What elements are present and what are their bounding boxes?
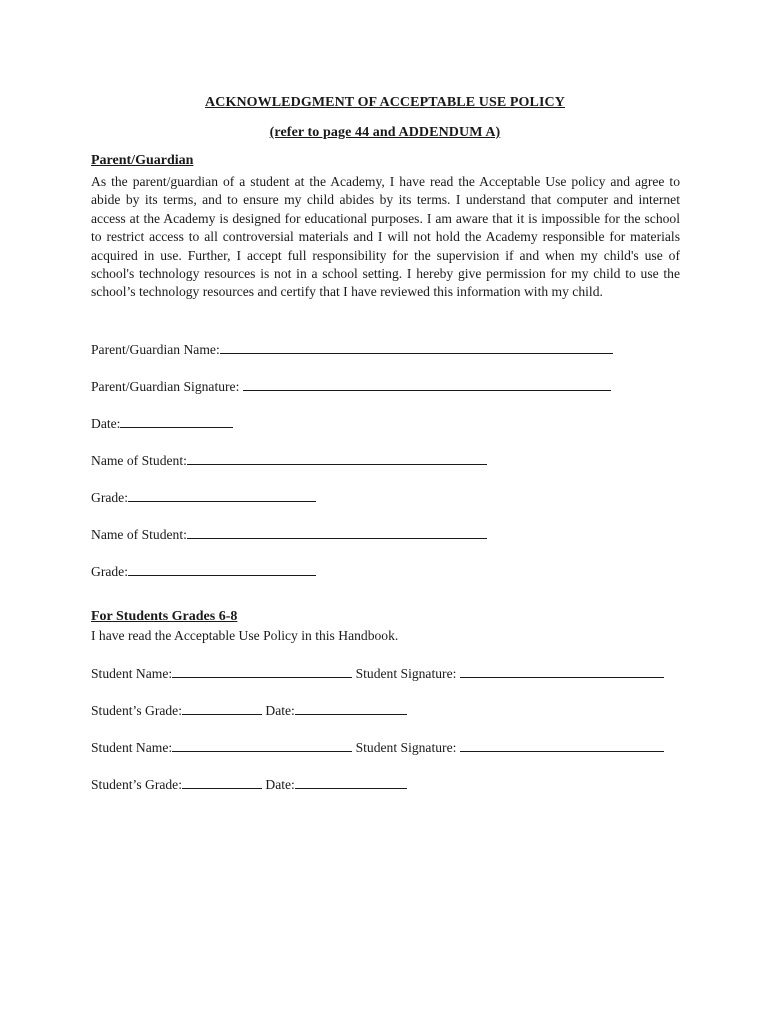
student-signature-field[interactable] xyxy=(460,738,664,752)
grade-row-2 xyxy=(91,562,316,580)
student-name-field-1[interactable] xyxy=(187,451,487,465)
grade-row-1 xyxy=(91,488,316,506)
parent-name-field[interactable] xyxy=(220,340,613,354)
student-name-field[interactable] xyxy=(172,738,352,752)
student-name-label-2: Name of Student: xyxy=(91,527,187,542)
student-section-heading: For Students Grades 6-8 xyxy=(91,609,238,624)
parent-name-label: Parent/Guardian Name: xyxy=(91,342,220,357)
student-statement: I have read the Acceptable Use Policy in this Handbook. xyxy=(91,628,399,643)
student-signature-field[interactable] xyxy=(460,664,664,678)
parent-signature-row xyxy=(91,377,611,395)
student-name-label: Student Name: xyxy=(91,740,173,755)
student-date-label: Date: xyxy=(262,703,295,718)
document-title: ACKNOWLEDGMENT OF ACCEPTABLE USE POLICY xyxy=(205,95,565,110)
parent-date-row xyxy=(91,414,233,432)
student-date-label: Date: xyxy=(262,777,295,792)
student-signature-row-1 xyxy=(91,664,664,682)
student-grade-date-row-2 xyxy=(91,775,407,793)
parent-agreement-paragraph: As the parent/guardian of a student at the Academy, I have read the Acceptable Use policy and agree to abide by its terms, and to ensure my child abides by its terms. I understand that computer and internet access at the Academy is designed for educational purposes. I am aware that it is impossible for the school to restrict access to all controversial materials and I will not hold the Academy responsible for materials acquired in use. Further, I accept full responsibility for the supervision if and when my child's use of school's technology resources is not in a school setting. I hereby give permission for my child to use the school’s technology resources and certify that I have reviewed this information with my child. xyxy=(91,174,680,300)
document-subtitle: (refer to page 44 and ADDENDUM A) xyxy=(269,125,501,140)
parent-name-row xyxy=(91,340,613,358)
student-signature-label: Student Signature: xyxy=(352,740,460,755)
parent-section-heading: Parent/Guardian xyxy=(91,153,194,168)
student-grade-field[interactable] xyxy=(182,701,262,715)
student-name-field[interactable] xyxy=(172,664,352,678)
student-date-field[interactable] xyxy=(295,701,407,715)
student-name-field-2[interactable] xyxy=(187,525,487,539)
parent-date-label: Date: xyxy=(91,416,121,431)
grade-label-1: Grade: xyxy=(91,490,128,505)
grade-field-2[interactable] xyxy=(128,562,316,576)
student-grade-label: Student’s Grade: xyxy=(91,703,182,718)
student-grade-field[interactable] xyxy=(182,775,262,789)
parent-date-field[interactable] xyxy=(120,414,233,428)
parent-signature-field[interactable] xyxy=(243,377,611,391)
student-name-label: Student Name: xyxy=(91,666,173,681)
student-grade-date-row-1 xyxy=(91,701,407,719)
student-signature-label: Student Signature: xyxy=(352,666,460,681)
grade-field-1[interactable] xyxy=(128,488,316,502)
parent-signature-label: Parent/Guardian Signature: xyxy=(91,379,243,394)
student-name-row-2 xyxy=(91,525,487,543)
student-name-label-1: Name of Student: xyxy=(91,453,187,468)
student-date-field[interactable] xyxy=(295,775,407,789)
student-grade-label: Student’s Grade: xyxy=(91,777,182,792)
student-name-row-1 xyxy=(91,451,487,469)
student-signature-row-2 xyxy=(91,738,664,756)
grade-label-2: Grade: xyxy=(91,564,128,579)
